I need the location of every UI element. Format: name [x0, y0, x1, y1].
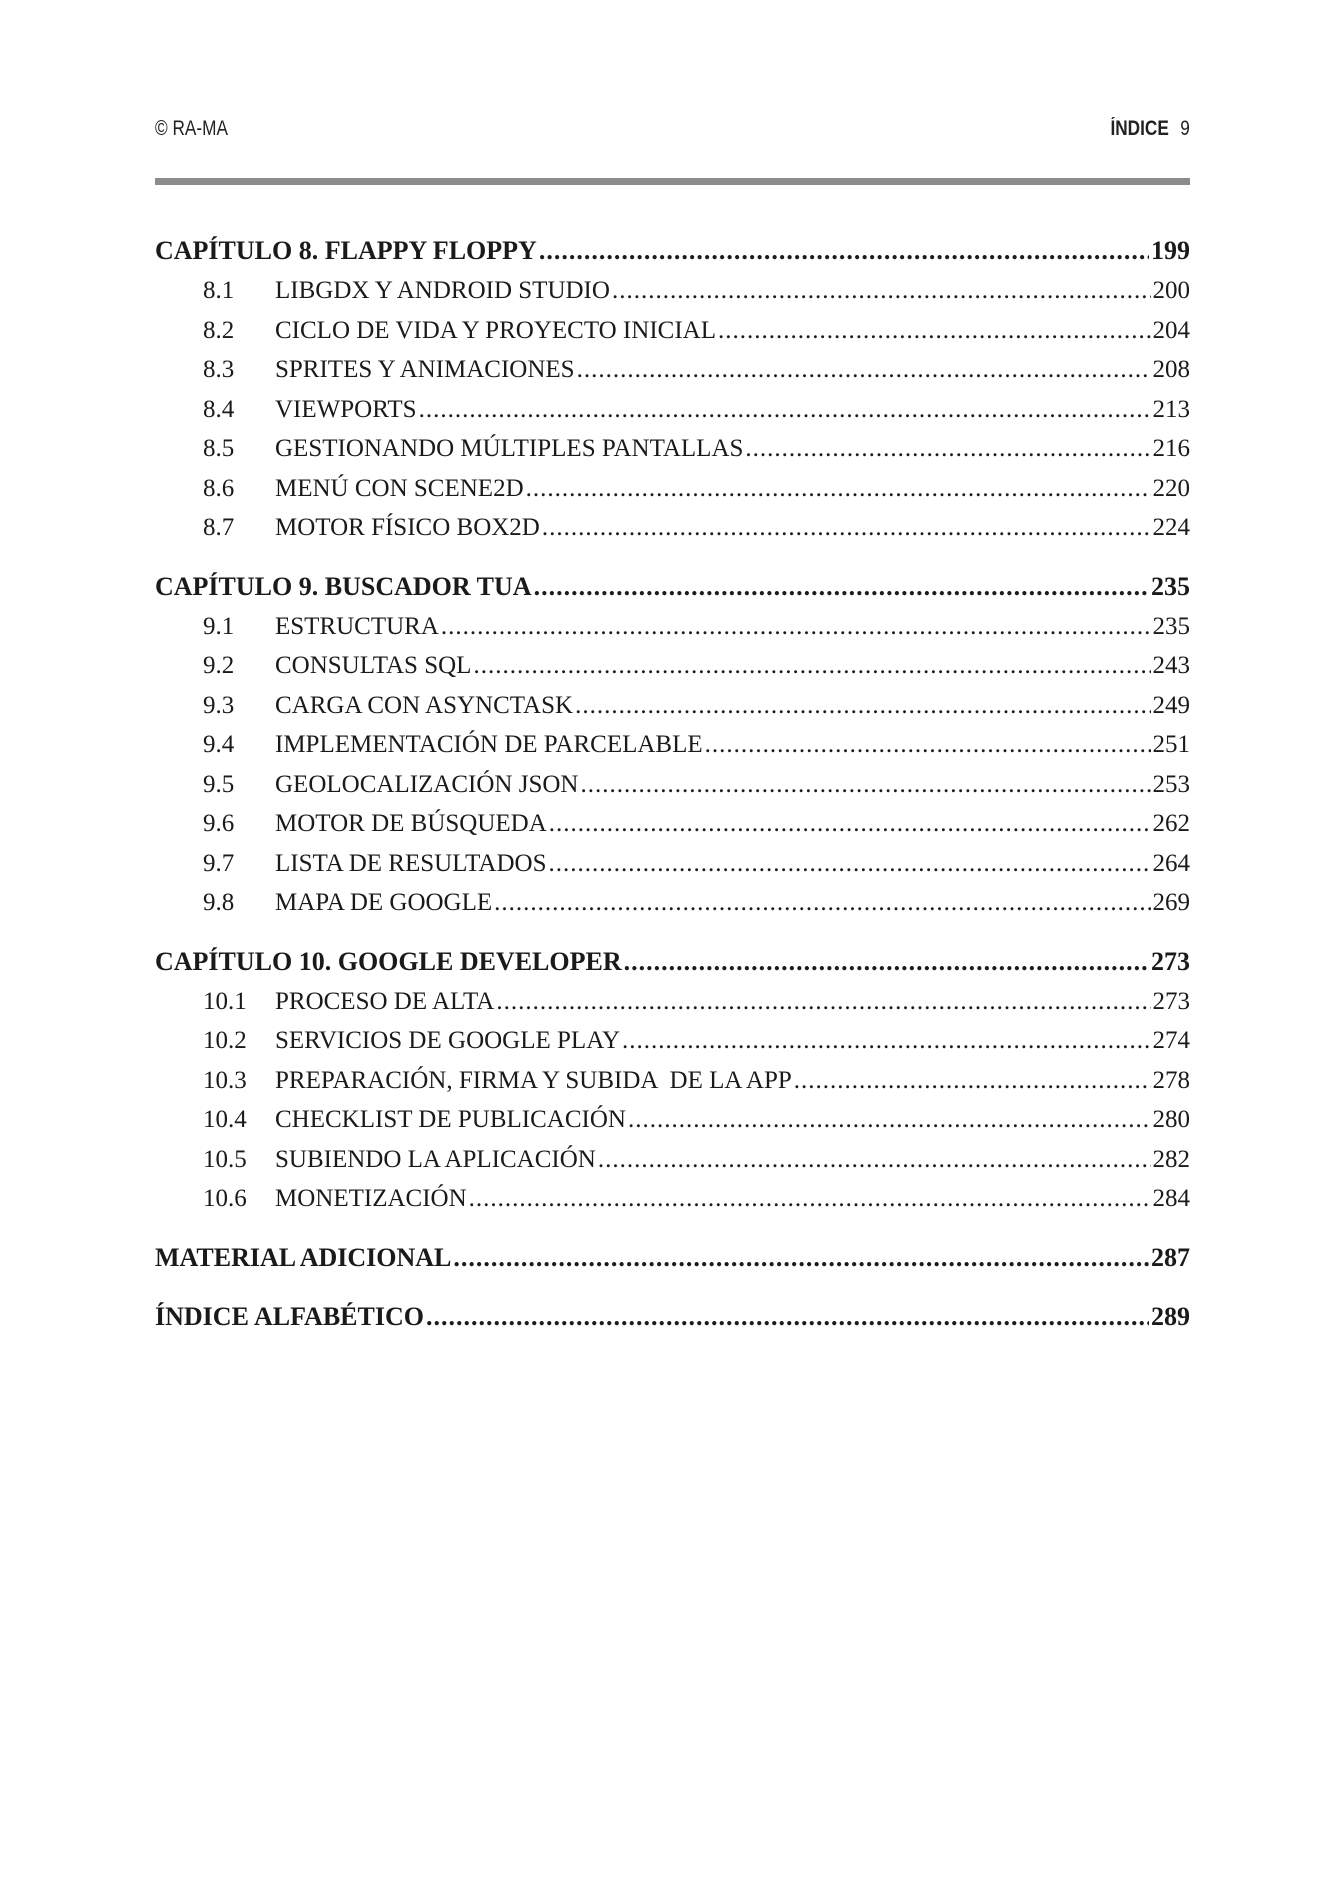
section-title: SPRITES Y ANIMACIONES	[275, 356, 575, 383]
chapter-entry[interactable]	[155, 230, 1190, 271]
section-entry[interactable]	[155, 1140, 1190, 1180]
section-entry[interactable]	[155, 390, 1190, 430]
section-entry[interactable]	[155, 1100, 1190, 1140]
dot-leader	[496, 982, 1150, 1022]
section-page: 273	[1152, 987, 1190, 1015]
section-title: VIEWPORTS	[275, 395, 417, 423]
section-page: 269	[1152, 889, 1190, 916]
chapter-page: 199	[1151, 236, 1190, 265]
section-number: 8.6	[203, 474, 235, 502]
section-page: 282	[1152, 1145, 1190, 1173]
section-page: 224	[1152, 514, 1190, 541]
dot-leader	[494, 883, 1150, 923]
section-entry[interactable]	[155, 311, 1190, 351]
section-page: 262	[1152, 810, 1190, 837]
chapter-page: 273	[1151, 946, 1190, 976]
section-title: PREPARACIÓN, FIRMA Y SUBIDA DE LA APP	[275, 1066, 792, 1094]
header-rule	[155, 178, 1190, 185]
section-number: 8.2	[203, 316, 235, 344]
running-head	[1111, 117, 1190, 141]
section-entry[interactable]	[155, 607, 1190, 647]
section-number: 9.8	[203, 889, 235, 916]
chapter-9	[155, 566, 1190, 923]
dot-leader	[794, 1061, 1151, 1101]
section-page: 280	[1152, 1106, 1190, 1133]
section-entry[interactable]	[155, 1021, 1190, 1061]
section-number: 8.7	[203, 514, 235, 541]
section-entry[interactable]	[155, 350, 1190, 390]
section-title: MAPA DE GOOGLE	[275, 889, 493, 916]
section-title: CARGA CON ASYNCTASK	[275, 691, 574, 719]
table-of-contents	[155, 230, 1190, 1355]
section-title: MOTOR FÍSICO BOX2D	[275, 514, 540, 541]
section-entry[interactable]	[155, 804, 1190, 844]
section-title: LIBGDX Y ANDROID STUDIO	[275, 277, 610, 304]
section-page: 253	[1152, 770, 1190, 798]
dot-leader	[745, 429, 1150, 469]
publisher-mark: © RA-MA	[155, 117, 228, 140]
dot-leader	[426, 1296, 1149, 1337]
section-page: 251	[1152, 731, 1190, 758]
page-number: 9	[1180, 117, 1190, 140]
section-page: 235	[1152, 612, 1190, 640]
extra-title: ÍNDICE ALFABÉTICO	[155, 1301, 424, 1331]
dot-leader	[419, 390, 1151, 430]
dot-leader	[624, 941, 1149, 982]
chapter-title: CAPÍTULO 9. BUSCADOR TUA	[155, 571, 532, 601]
dot-leader	[473, 646, 1150, 686]
section-number: 9.7	[203, 849, 235, 877]
chapter-10	[155, 941, 1190, 1219]
section-page: 284	[1152, 1185, 1190, 1212]
extra-entry[interactable]	[155, 1237, 1190, 1278]
dot-leader	[441, 607, 1151, 647]
extra-title: MATERIAL ADICIONAL	[155, 1242, 452, 1272]
dot-leader	[539, 230, 1149, 271]
section-entry[interactable]	[155, 844, 1190, 884]
section-title: MOTOR DE BÚSQUEDA	[275, 810, 547, 837]
section-entry[interactable]	[155, 725, 1190, 765]
dot-leader	[718, 311, 1151, 351]
extra-page: 287	[1151, 1242, 1190, 1272]
dot-leader	[453, 1237, 1149, 1278]
chapter-entry[interactable]	[155, 566, 1190, 607]
section-title: CONSULTAS SQL	[275, 652, 472, 679]
section-number: 9.5	[203, 770, 235, 798]
section-page: 216	[1152, 435, 1190, 462]
section-title: ESTRUCTURA	[275, 612, 439, 640]
dot-leader	[580, 765, 1150, 805]
section-entry[interactable]	[155, 1061, 1190, 1101]
section-page: 200	[1152, 277, 1190, 304]
section-page: 208	[1152, 356, 1190, 383]
section-entry[interactable]	[155, 469, 1190, 509]
section-number: 9.6	[203, 810, 235, 837]
page-header	[155, 117, 1190, 153]
section-number: 10.3	[203, 1066, 247, 1094]
section-number: 10.6	[203, 1185, 247, 1212]
section-page: 264	[1152, 849, 1190, 877]
extra-entry[interactable]	[155, 1296, 1190, 1337]
section-page: 278	[1152, 1066, 1190, 1094]
section-page: 274	[1152, 1027, 1190, 1054]
section-entry[interactable]	[155, 508, 1190, 548]
chapter-8	[155, 230, 1190, 548]
section-entry[interactable]	[155, 429, 1190, 469]
section-title: PROCESO DE ALTA	[275, 987, 495, 1015]
dot-leader	[575, 686, 1150, 726]
chapter-page: 235	[1151, 571, 1190, 601]
section-number: 10.5	[203, 1145, 247, 1173]
section-title: GEOLOCALIZACIÓN JSON	[275, 770, 579, 798]
dot-leader	[526, 469, 1151, 509]
section-number: 10.2	[203, 1027, 247, 1054]
section-title: CICLO DE VIDA Y PROYECTO INICIAL	[275, 316, 716, 344]
section-number: 9.2	[203, 652, 235, 679]
section-number: 10.1	[203, 987, 247, 1015]
section-entry[interactable]	[155, 646, 1190, 686]
dot-leader	[549, 804, 1151, 844]
section-title: SERVICIOS DE GOOGLE PLAY	[275, 1027, 621, 1054]
section-number: 8.5	[203, 435, 235, 462]
section-number: 8.3	[203, 356, 235, 383]
section-entry[interactable]	[155, 1179, 1190, 1219]
section-title: LISTA DE RESULTADOS	[275, 849, 547, 877]
chapter-entry[interactable]	[155, 941, 1190, 982]
section-title: MONETIZACIÓN	[275, 1185, 467, 1212]
running-head-title: ÍNDICE	[1110, 117, 1169, 140]
section-title: GESTIONANDO MÚLTIPLES PANTALLAS	[275, 435, 744, 462]
dot-leader	[598, 1140, 1151, 1180]
dot-leader	[534, 566, 1149, 607]
dot-leader	[469, 1179, 1151, 1219]
section-title: MENÚ CON SCENE2D	[275, 474, 524, 502]
section-entry[interactable]	[155, 686, 1190, 726]
chapter-title: CAPÍTULO 10. GOOGLE DEVELOPER	[155, 946, 622, 976]
dot-leader	[622, 1021, 1150, 1061]
section-number: 8.4	[203, 395, 235, 423]
extra-page: 289	[1151, 1301, 1190, 1331]
section-entry[interactable]	[155, 765, 1190, 805]
section-number: 9.3	[203, 691, 235, 719]
material-adicional-block	[155, 1237, 1190, 1278]
section-title: CHECKLIST DE PUBLICACIÓN	[275, 1106, 626, 1133]
dot-leader	[577, 350, 1151, 390]
section-number: 10.4	[203, 1106, 247, 1133]
dot-leader	[542, 508, 1151, 548]
section-number: 9.1	[203, 612, 235, 640]
section-number: 9.4	[203, 731, 235, 758]
section-entry[interactable]	[155, 883, 1190, 923]
section-page: 243	[1152, 652, 1190, 679]
dot-leader	[548, 844, 1150, 884]
section-title: SUBIENDO LA APLICACIÓN	[275, 1145, 596, 1173]
section-page: 204	[1152, 316, 1190, 344]
section-entry[interactable]	[155, 982, 1190, 1022]
section-page: 249	[1152, 691, 1190, 719]
dot-leader	[628, 1100, 1151, 1140]
indice-alfabetico-block	[155, 1296, 1190, 1337]
section-number: 8.1	[203, 277, 235, 304]
chapter-title: CAPÍTULO 8. FLAPPY FLOPPY	[155, 236, 537, 265]
section-page: 213	[1152, 395, 1190, 423]
dot-leader	[705, 725, 1151, 765]
section-page: 220	[1152, 474, 1190, 502]
section-title: IMPLEMENTACIÓN DE PARCELABLE	[275, 731, 703, 758]
section-entry[interactable]	[155, 271, 1190, 311]
dot-leader	[612, 271, 1151, 311]
